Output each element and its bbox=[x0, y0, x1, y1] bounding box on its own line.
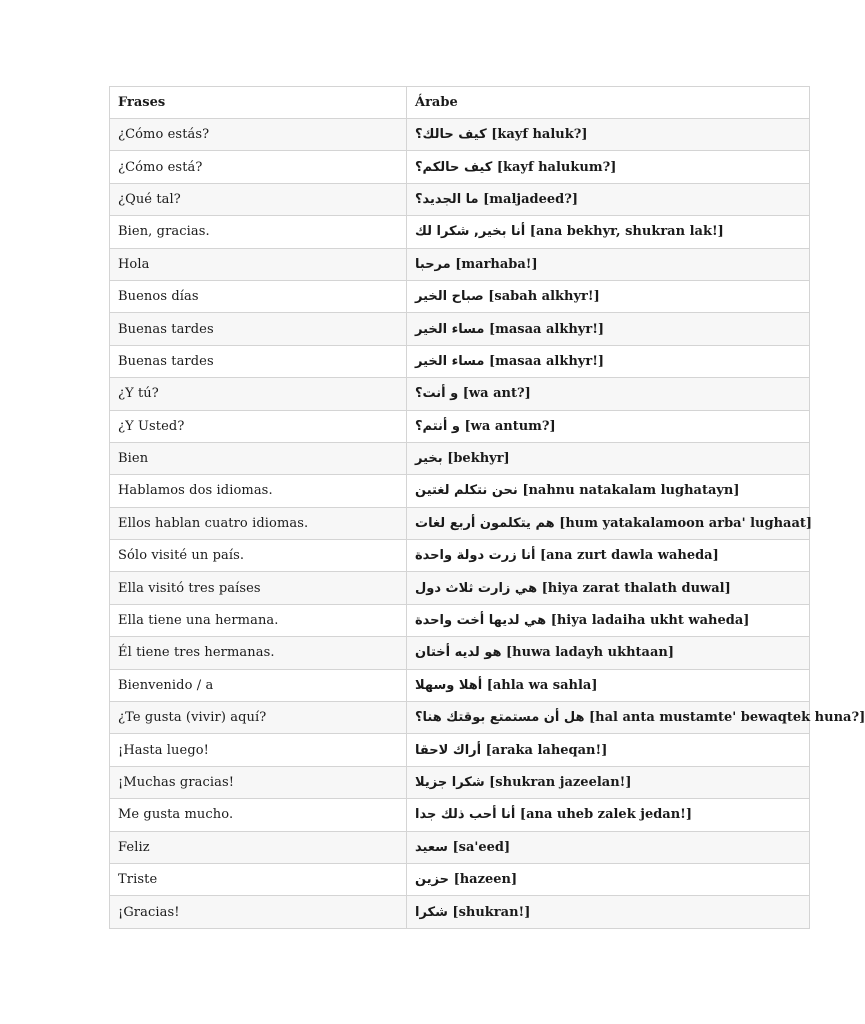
table-row bbox=[110, 378, 810, 410]
phrase-transliteration: [marhaba!] bbox=[455, 256, 538, 272]
phrase-transliteration: [ana uheb zalek jedan!] bbox=[519, 807, 693, 823]
phrase-spanish: Me gusta mucho. bbox=[110, 799, 407, 831]
phrase-arabic-cell bbox=[407, 475, 810, 507]
phrase-arabic-script: أهلا وسهلا bbox=[415, 677, 483, 693]
phrase-arabic-script: ما الجديد؟ bbox=[415, 191, 479, 207]
phrase-transliteration: [araka laheqan!] bbox=[485, 742, 608, 758]
phrase-spanish: ¿Qué tal? bbox=[110, 183, 407, 215]
table-row bbox=[110, 766, 810, 798]
phrase-arabic-cell bbox=[407, 572, 810, 604]
phrase-arabic-script: هي لديها أخت واحدة bbox=[415, 613, 547, 629]
phrase-spanish: ¿Cómo está? bbox=[110, 151, 407, 183]
table-row bbox=[110, 507, 810, 539]
phrase-transliteration: [masaa alkhyr!] bbox=[488, 353, 605, 369]
table-row bbox=[110, 734, 810, 766]
phrase-spanish: ¿Cómo estás? bbox=[110, 119, 407, 151]
phrase-arabic-script: أنا أحب ذلك جدا bbox=[415, 807, 516, 823]
phrase-transliteration: [hiya zarat thalath duwal] bbox=[541, 580, 731, 596]
phrase-transliteration: [maljadeed?] bbox=[483, 191, 579, 207]
table-row bbox=[110, 151, 810, 183]
table-header bbox=[110, 87, 810, 119]
phrase-arabic-cell bbox=[407, 831, 810, 863]
phrase-transliteration: [kayf haluk?] bbox=[491, 127, 588, 143]
phrase-arabic-script: حزين bbox=[415, 872, 450, 888]
phrase-arabic-cell bbox=[407, 863, 810, 895]
phrase-spanish: Bien bbox=[110, 442, 407, 474]
table-row bbox=[110, 831, 810, 863]
phrase-arabic-cell bbox=[407, 151, 810, 183]
phrase-spanish: Él tiene tres hermanas. bbox=[110, 637, 407, 669]
phrase-arabic-script: أراك لاحقا bbox=[415, 742, 482, 758]
table-row bbox=[110, 799, 810, 831]
phrase-transliteration: [hum yatakalamoon arba' lughaat] bbox=[559, 515, 813, 531]
phrase-arabic-script: سعيد bbox=[415, 839, 448, 855]
phrase-arabic-cell bbox=[407, 507, 813, 539]
phrase-arabic-cell bbox=[407, 280, 810, 312]
phrase-arabic-cell bbox=[407, 119, 810, 151]
table-row bbox=[110, 863, 810, 895]
phrase-transliteration: [wa antum?] bbox=[464, 418, 556, 434]
table-row bbox=[110, 669, 810, 701]
phrase-transliteration: [kayf halukum?] bbox=[496, 159, 617, 175]
table-row bbox=[110, 475, 810, 507]
phrase-arabic-cell bbox=[407, 637, 810, 669]
header-row bbox=[110, 87, 810, 119]
table-row bbox=[110, 248, 810, 280]
phrases-table bbox=[109, 86, 865, 929]
phrase-transliteration: [hazeen] bbox=[453, 872, 518, 888]
phrase-spanish: ¡Gracias! bbox=[110, 896, 407, 928]
phrase-transliteration: [ana bekhyr, shukran lak!] bbox=[529, 224, 724, 240]
phrase-arabic-script: و أنتم؟ bbox=[415, 418, 460, 434]
phrase-arabic-script: هل أن مستمتع بوقتك هنا؟ bbox=[415, 710, 585, 726]
phrase-spanish: Feliz bbox=[110, 831, 407, 863]
phrase-transliteration: [hiya ladaiha ukht waheda] bbox=[550, 613, 750, 629]
phrase-arabic-cell bbox=[407, 734, 810, 766]
phrase-arabic-script: مساء الخير bbox=[415, 321, 485, 337]
phrase-arabic-script: كيف حالكم؟ bbox=[415, 159, 493, 175]
phrase-arabic-cell bbox=[407, 183, 810, 215]
phrase-spanish: Sólo visité un país. bbox=[110, 540, 407, 572]
table-row bbox=[110, 410, 810, 442]
phrase-spanish: ¿Te gusta (vivir) aquí? bbox=[110, 702, 407, 734]
phrase-transliteration: [ahla wa sahla] bbox=[486, 677, 598, 693]
phrase-spanish: Buenos días bbox=[110, 280, 407, 312]
phrase-spanish: Ella visitó tres países bbox=[110, 572, 407, 604]
phrase-arabic-script: صباح الخير bbox=[415, 289, 484, 305]
phrase-arabic-cell bbox=[407, 248, 810, 280]
table-row bbox=[110, 896, 810, 928]
table-body bbox=[110, 119, 865, 929]
phrase-arabic-cell bbox=[407, 345, 810, 377]
phrase-arabic-script: مرحبا bbox=[415, 256, 451, 272]
phrase-arabic-cell bbox=[407, 702, 865, 734]
header-frases: Frases bbox=[110, 87, 407, 119]
phrase-spanish: Hola bbox=[110, 248, 407, 280]
table-row bbox=[110, 216, 810, 248]
phrase-arabic-cell bbox=[407, 604, 810, 636]
phrase-spanish: ¿Y tú? bbox=[110, 378, 407, 410]
header-arabe: Árabe bbox=[407, 87, 810, 119]
phrase-arabic-cell bbox=[407, 540, 810, 572]
phrase-transliteration: [masaa alkhyr!] bbox=[488, 321, 605, 337]
phrase-arabic-cell bbox=[407, 896, 810, 928]
phrase-transliteration: [wa ant?] bbox=[462, 386, 531, 402]
phrase-arabic-cell bbox=[407, 313, 810, 345]
phrase-transliteration: [bekhyr] bbox=[447, 451, 510, 467]
phrase-arabic-cell bbox=[407, 216, 810, 248]
phrase-arabic-script: أنا زرت دولة واحدة bbox=[415, 548, 536, 564]
phrase-arabic-script: هو لديه أختان bbox=[415, 645, 502, 661]
phrase-spanish: Bien, gracias. bbox=[110, 216, 407, 248]
phrase-spanish: Buenas tardes bbox=[110, 313, 407, 345]
phrase-arabic-cell bbox=[407, 669, 810, 701]
table-row bbox=[110, 540, 810, 572]
phrase-arabic-script: هي زارت ثلاث دول bbox=[415, 580, 538, 596]
table-row bbox=[110, 119, 810, 151]
phrase-arabic-script: و أنت؟ bbox=[415, 386, 459, 402]
phrase-spanish: ¡Muchas gracias! bbox=[110, 766, 407, 798]
phrase-arabic-script: شكرا bbox=[415, 904, 448, 920]
table-row bbox=[110, 702, 810, 734]
phrase-transliteration: [hal anta mustamte' bewaqtek huna?] bbox=[589, 710, 865, 726]
phrase-spanish: Hablamos dos idiomas. bbox=[110, 475, 407, 507]
phrase-arabic-script: هم يتكلمون أربع لغات bbox=[415, 515, 555, 531]
phrase-transliteration: [shukran jazeelan!] bbox=[489, 775, 632, 790]
table-row bbox=[110, 313, 810, 345]
phrase-arabic-script: بخير bbox=[415, 451, 443, 467]
phrase-spanish: Ella tiene una hermana. bbox=[110, 604, 407, 636]
phrase-transliteration: [shukran!] bbox=[452, 904, 531, 920]
phrase-arabic-script: شكرا جزيلا bbox=[415, 775, 485, 790]
phrase-arabic-script: أنا بخير, شكرا لك bbox=[415, 224, 526, 240]
phrase-arabic-cell bbox=[407, 799, 810, 831]
phrase-arabic-script: مساء الخير bbox=[415, 353, 485, 369]
phrase-spanish: Triste bbox=[110, 863, 407, 895]
phrase-arabic-cell bbox=[407, 410, 810, 442]
table-row bbox=[110, 604, 810, 636]
table-row bbox=[110, 345, 810, 377]
phrase-arabic-cell bbox=[407, 766, 810, 798]
phrase-transliteration: [sabah alkhyr!] bbox=[488, 289, 600, 305]
table-row bbox=[110, 637, 810, 669]
phrase-arabic-script: نحن نتكلم لغتين bbox=[415, 483, 518, 499]
table-row bbox=[110, 572, 810, 604]
phrase-spanish: ¡Hasta luego! bbox=[110, 734, 407, 766]
phrase-transliteration: [sa'eed] bbox=[452, 839, 511, 855]
phrase-spanish: ¿Y Usted? bbox=[110, 410, 407, 442]
phrase-transliteration: [nahnu natakalam lughatayn] bbox=[522, 483, 740, 499]
phrase-arabic-cell bbox=[407, 378, 810, 410]
table-row bbox=[110, 280, 810, 312]
phrase-arabic-cell bbox=[407, 442, 810, 474]
phrase-spanish: Ellos hablan cuatro idiomas. bbox=[110, 507, 407, 539]
phrase-arabic-script: كيف حالك؟ bbox=[415, 127, 487, 143]
table-row bbox=[110, 183, 810, 215]
phrase-transliteration: [ana zurt dawla waheda] bbox=[539, 548, 719, 564]
phrase-transliteration: [huwa ladayh ukhtaan] bbox=[506, 645, 674, 661]
phrase-spanish: Buenas tardes bbox=[110, 345, 407, 377]
phrase-spanish: Bienvenido / a bbox=[110, 669, 407, 701]
table-row bbox=[110, 442, 810, 474]
